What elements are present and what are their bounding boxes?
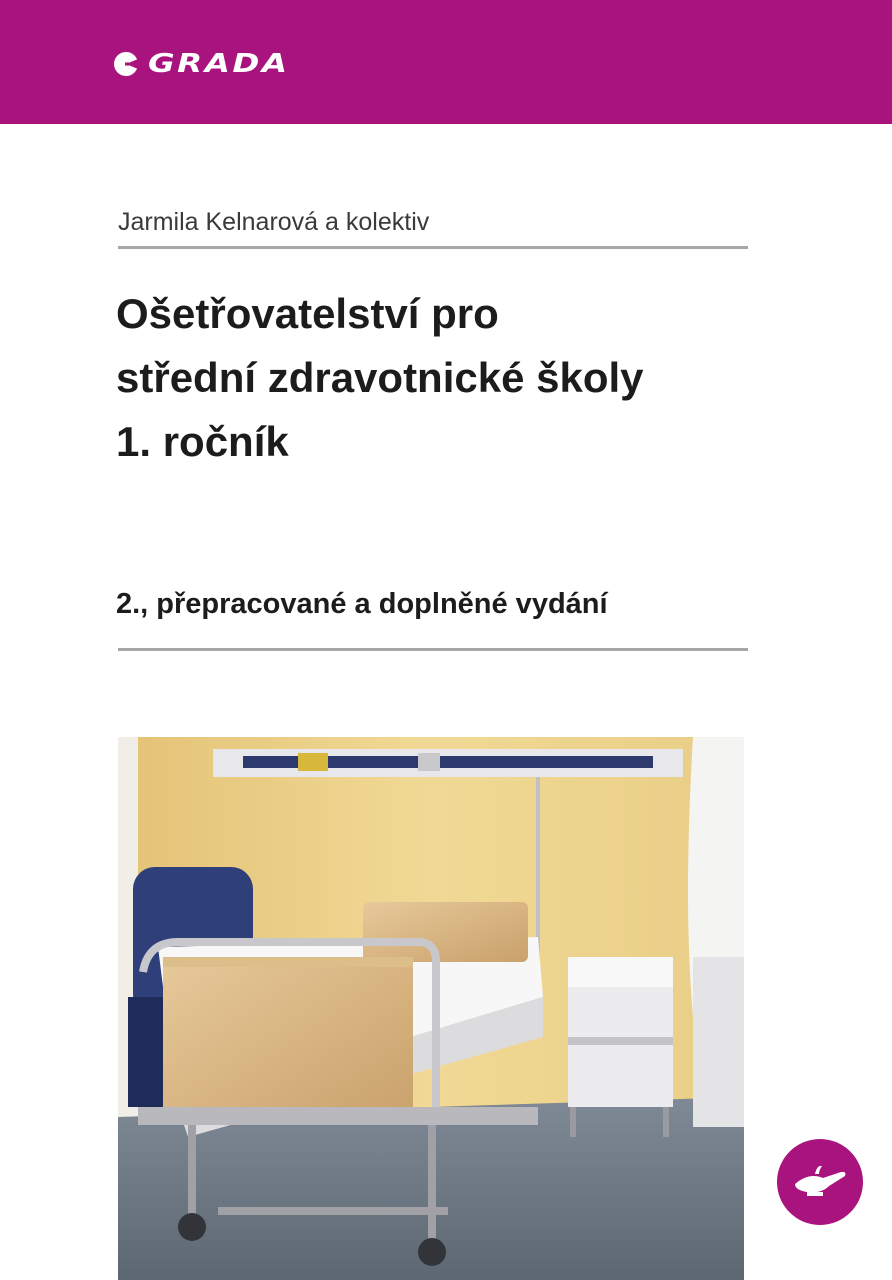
divider-bottom [118, 648, 748, 651]
book-author: Jarmila Kelnarová a kolektiv [118, 208, 430, 236]
oil-lamp-icon [789, 1162, 851, 1202]
book-title [116, 282, 816, 474]
title-line: Ošetřovatelství pro [116, 290, 499, 337]
title-line: 1. ročník [116, 418, 289, 465]
divider-top [118, 246, 748, 249]
publisher-logo [112, 46, 290, 82]
book-edition: 2., přepracované a doplněné vydání [116, 588, 608, 620]
hospital-room-photo [118, 737, 744, 1280]
title-line: střední zdravotnické školy [116, 354, 644, 401]
grada-logo-icon [112, 50, 140, 78]
cover-photo [118, 737, 744, 1280]
publisher-name: GRADA [148, 49, 290, 79]
series-badge [777, 1139, 863, 1225]
